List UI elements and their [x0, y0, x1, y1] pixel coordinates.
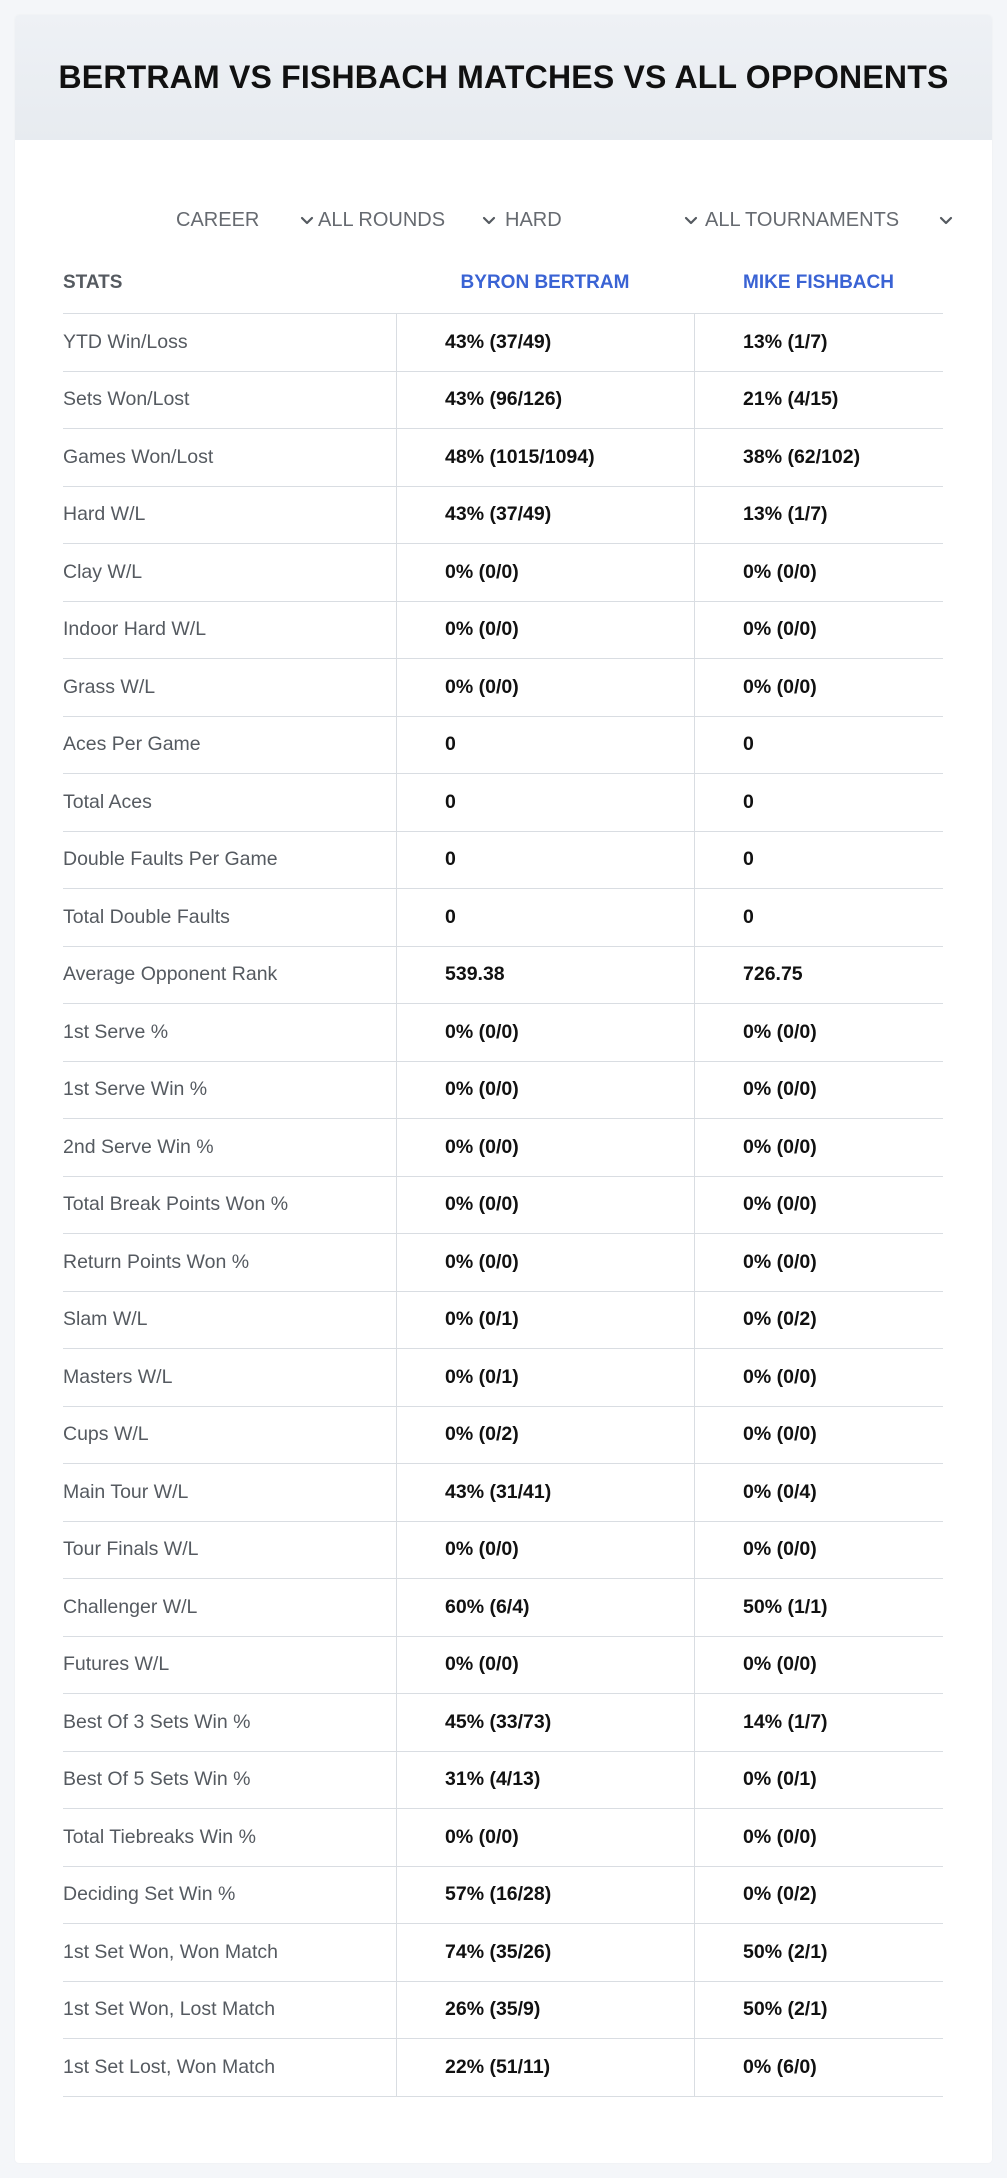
player2-value: 0% (0/0): [694, 1407, 943, 1464]
chevron-down-icon: [682, 211, 700, 229]
rounds-select-value: ALL ROUNDS: [318, 208, 446, 231]
stat-label: Deciding Set Win %: [63, 1883, 236, 1906]
stat-label: Double Faults Per Game: [63, 848, 278, 871]
player1-value: 0: [396, 717, 694, 774]
table-row: [63, 1809, 943, 1867]
stat-label: Best Of 3 Sets Win %: [63, 1710, 251, 1733]
player1-value: 0% (0/0): [396, 1522, 694, 1579]
table-row: [63, 1349, 943, 1407]
table-header: [63, 253, 943, 314]
career-select[interactable]: [176, 190, 316, 250]
stat-label: Total Tiebreaks Win %: [63, 1825, 256, 1848]
player1-value: 43% (31/41): [396, 1464, 694, 1521]
player2-value: 0% (0/0): [694, 1637, 943, 1694]
player1-value: 0% (0/0): [396, 1809, 694, 1866]
stat-label: Games Won/Lost: [63, 445, 214, 468]
table-row: [63, 1752, 943, 1810]
player1-value: 0% (0/2): [396, 1407, 694, 1464]
player1-value: 74% (35/26): [396, 1924, 694, 1981]
player1-link[interactable]: BYRON BERTRAM: [460, 272, 630, 293]
table-row: [63, 1004, 943, 1062]
player2-value: 0: [694, 717, 943, 774]
player2-value: 14% (1/7): [694, 1694, 943, 1751]
player2-value: 0% (0/0): [694, 1809, 943, 1866]
player2-value: 0% (0/0): [694, 544, 943, 601]
player2-value: 50% (1/1): [694, 1579, 943, 1636]
stat-label: 1st Set Won, Won Match: [63, 1940, 278, 1963]
player2-value: 0% (0/0): [694, 1234, 943, 1291]
player1-value: 43% (37/49): [396, 314, 694, 371]
player2-value: 13% (1/7): [694, 487, 943, 544]
table-row: [63, 889, 943, 947]
stat-label: Futures W/L: [63, 1653, 170, 1676]
table-row: [63, 717, 943, 775]
player2-value: 0% (0/0): [694, 1119, 943, 1176]
chevron-down-icon: [937, 211, 955, 229]
stat-label: 2nd Serve Win %: [63, 1135, 214, 1158]
filter-bar: [15, 190, 992, 250]
player1-value: 0% (0/1): [396, 1349, 694, 1406]
page-title: BERTRAM VS FISHBACH MATCHES VS ALL OPPONENTS: [58, 59, 949, 95]
player1-value: 0% (0/0): [396, 1637, 694, 1694]
stat-label: Masters W/L: [63, 1365, 173, 1388]
table-row: [63, 774, 943, 832]
player1-value: 0% (0/0): [396, 602, 694, 659]
player1-value: 0% (0/0): [396, 1062, 694, 1119]
stat-label: 1st Serve Win %: [63, 1078, 208, 1101]
table-row: [63, 1982, 943, 2040]
career-select-value: CAREER: [176, 208, 260, 231]
stat-label: Hard W/L: [63, 503, 146, 526]
table-row: [63, 1867, 943, 1925]
player2-value: 0% (6/0): [694, 2039, 943, 2096]
player2-value: 0% (0/1): [694, 1752, 943, 1809]
table-row: [63, 1407, 943, 1465]
stat-label: Cups W/L: [63, 1423, 149, 1446]
stat-label: Total Break Points Won %: [63, 1193, 289, 1216]
player1-value: 0% (0/0): [396, 659, 694, 716]
table-row: [63, 602, 943, 660]
table-row: [63, 1062, 943, 1120]
table-row: [63, 1292, 943, 1350]
table-row: [63, 1694, 943, 1752]
table-row: [63, 1522, 943, 1580]
surface-select[interactable]: [505, 190, 700, 250]
table-row: [63, 1637, 943, 1695]
player2-value: 0% (0/0): [694, 659, 943, 716]
player2-value: 0% (0/2): [694, 1867, 943, 1924]
player1-value: 0% (0/0): [396, 1177, 694, 1234]
stat-label: 1st Set Lost, Won Match: [63, 2055, 276, 2078]
player1-value: 0% (0/0): [396, 1234, 694, 1291]
player1-value: 0% (0/1): [396, 1292, 694, 1349]
player1-value: 0: [396, 889, 694, 946]
player1-value: 48% (1015/1094): [396, 429, 694, 486]
player2-value: 13% (1/7): [694, 314, 943, 371]
player1-value: 31% (4/13): [396, 1752, 694, 1809]
tournaments-select-value: ALL TOURNAMENTS: [705, 208, 900, 231]
rounds-select[interactable]: [318, 190, 498, 250]
stat-label: Clay W/L: [63, 560, 143, 583]
table-row: [63, 1924, 943, 1982]
stats-column-header: STATS: [63, 272, 123, 293]
table-row: [63, 1579, 943, 1637]
player1-value: 0: [396, 774, 694, 831]
table-row: [63, 832, 943, 890]
stat-label: 1st Serve %: [63, 1020, 169, 1043]
page-header: [15, 15, 992, 140]
player2-value: 0% (0/2): [694, 1292, 943, 1349]
player1-value: 60% (6/4): [396, 1579, 694, 1636]
player2-value: 0: [694, 832, 943, 889]
player2-value: 726.75: [694, 947, 943, 1004]
table-row: [63, 314, 943, 372]
stat-label: Indoor Hard W/L: [63, 618, 207, 641]
table-row: [63, 1234, 943, 1292]
player1-value: 57% (16/28): [396, 1867, 694, 1924]
stat-label: Challenger W/L: [63, 1595, 198, 1618]
player2-value: 0% (0/0): [694, 1522, 943, 1579]
player2-value: 50% (2/1): [694, 1982, 943, 2039]
player2-link[interactable]: MIKE FISHBACH: [743, 272, 894, 293]
stat-label: Aces Per Game: [63, 733, 201, 756]
player1-value: 43% (96/126): [396, 372, 694, 429]
player2-value: 0% (0/0): [694, 602, 943, 659]
stat-label: Tour Finals W/L: [63, 1538, 199, 1561]
player2-value: 50% (2/1): [694, 1924, 943, 1981]
player2-value: 0% (0/0): [694, 1004, 943, 1061]
table-row: [63, 2039, 943, 2097]
table-row: [63, 372, 943, 430]
player2-value: 0% (0/4): [694, 1464, 943, 1521]
surface-select-value: HARD: [505, 208, 562, 231]
player1-value: 0: [396, 832, 694, 889]
player1-value: 45% (33/73): [396, 1694, 694, 1751]
player1-value: 43% (37/49): [396, 487, 694, 544]
player1-value: 26% (35/9): [396, 1982, 694, 2039]
stat-label: Main Tour W/L: [63, 1480, 189, 1503]
table-row: [63, 1119, 943, 1177]
stats-table: [63, 253, 943, 2097]
table-row: [63, 659, 943, 717]
player2-value: 38% (62/102): [694, 429, 943, 486]
table-row: [63, 1177, 943, 1235]
player2-value: 0: [694, 889, 943, 946]
stat-label: Best Of 5 Sets Win %: [63, 1768, 251, 1791]
table-body: [63, 314, 943, 2097]
stat-label: 1st Set Won, Lost Match: [63, 1998, 276, 2021]
table-row: [63, 429, 943, 487]
player2-value: 0% (0/0): [694, 1062, 943, 1119]
player2-value: 0% (0/0): [694, 1349, 943, 1406]
stat-label: Total Aces: [63, 790, 152, 813]
player1-value: 0% (0/0): [396, 1004, 694, 1061]
table-row: [63, 544, 943, 602]
stat-label: Sets Won/Lost: [63, 388, 190, 411]
player1-value: 0% (0/0): [396, 544, 694, 601]
player1-value: 539.38: [396, 947, 694, 1004]
stat-label: Return Points Won %: [63, 1250, 250, 1273]
player1-value: 22% (51/11): [396, 2039, 694, 2096]
stats-card: [15, 15, 992, 2163]
player2-value: 21% (4/15): [694, 372, 943, 429]
chevron-down-icon: [298, 211, 316, 229]
stat-label: Grass W/L: [63, 675, 156, 698]
player2-value: 0% (0/0): [694, 1177, 943, 1234]
stat-label: YTD Win/Loss: [63, 330, 188, 353]
table-row: [63, 947, 943, 1005]
stat-label: Slam W/L: [63, 1308, 148, 1331]
table-row: [63, 1464, 943, 1522]
chevron-down-icon: [480, 211, 498, 229]
stat-label: Total Double Faults: [63, 905, 230, 928]
player2-value: 0: [694, 774, 943, 831]
stat-label: Average Opponent Rank: [63, 963, 278, 986]
player1-value: 0% (0/0): [396, 1119, 694, 1176]
tournaments-select[interactable]: [705, 190, 955, 250]
table-row: [63, 487, 943, 545]
